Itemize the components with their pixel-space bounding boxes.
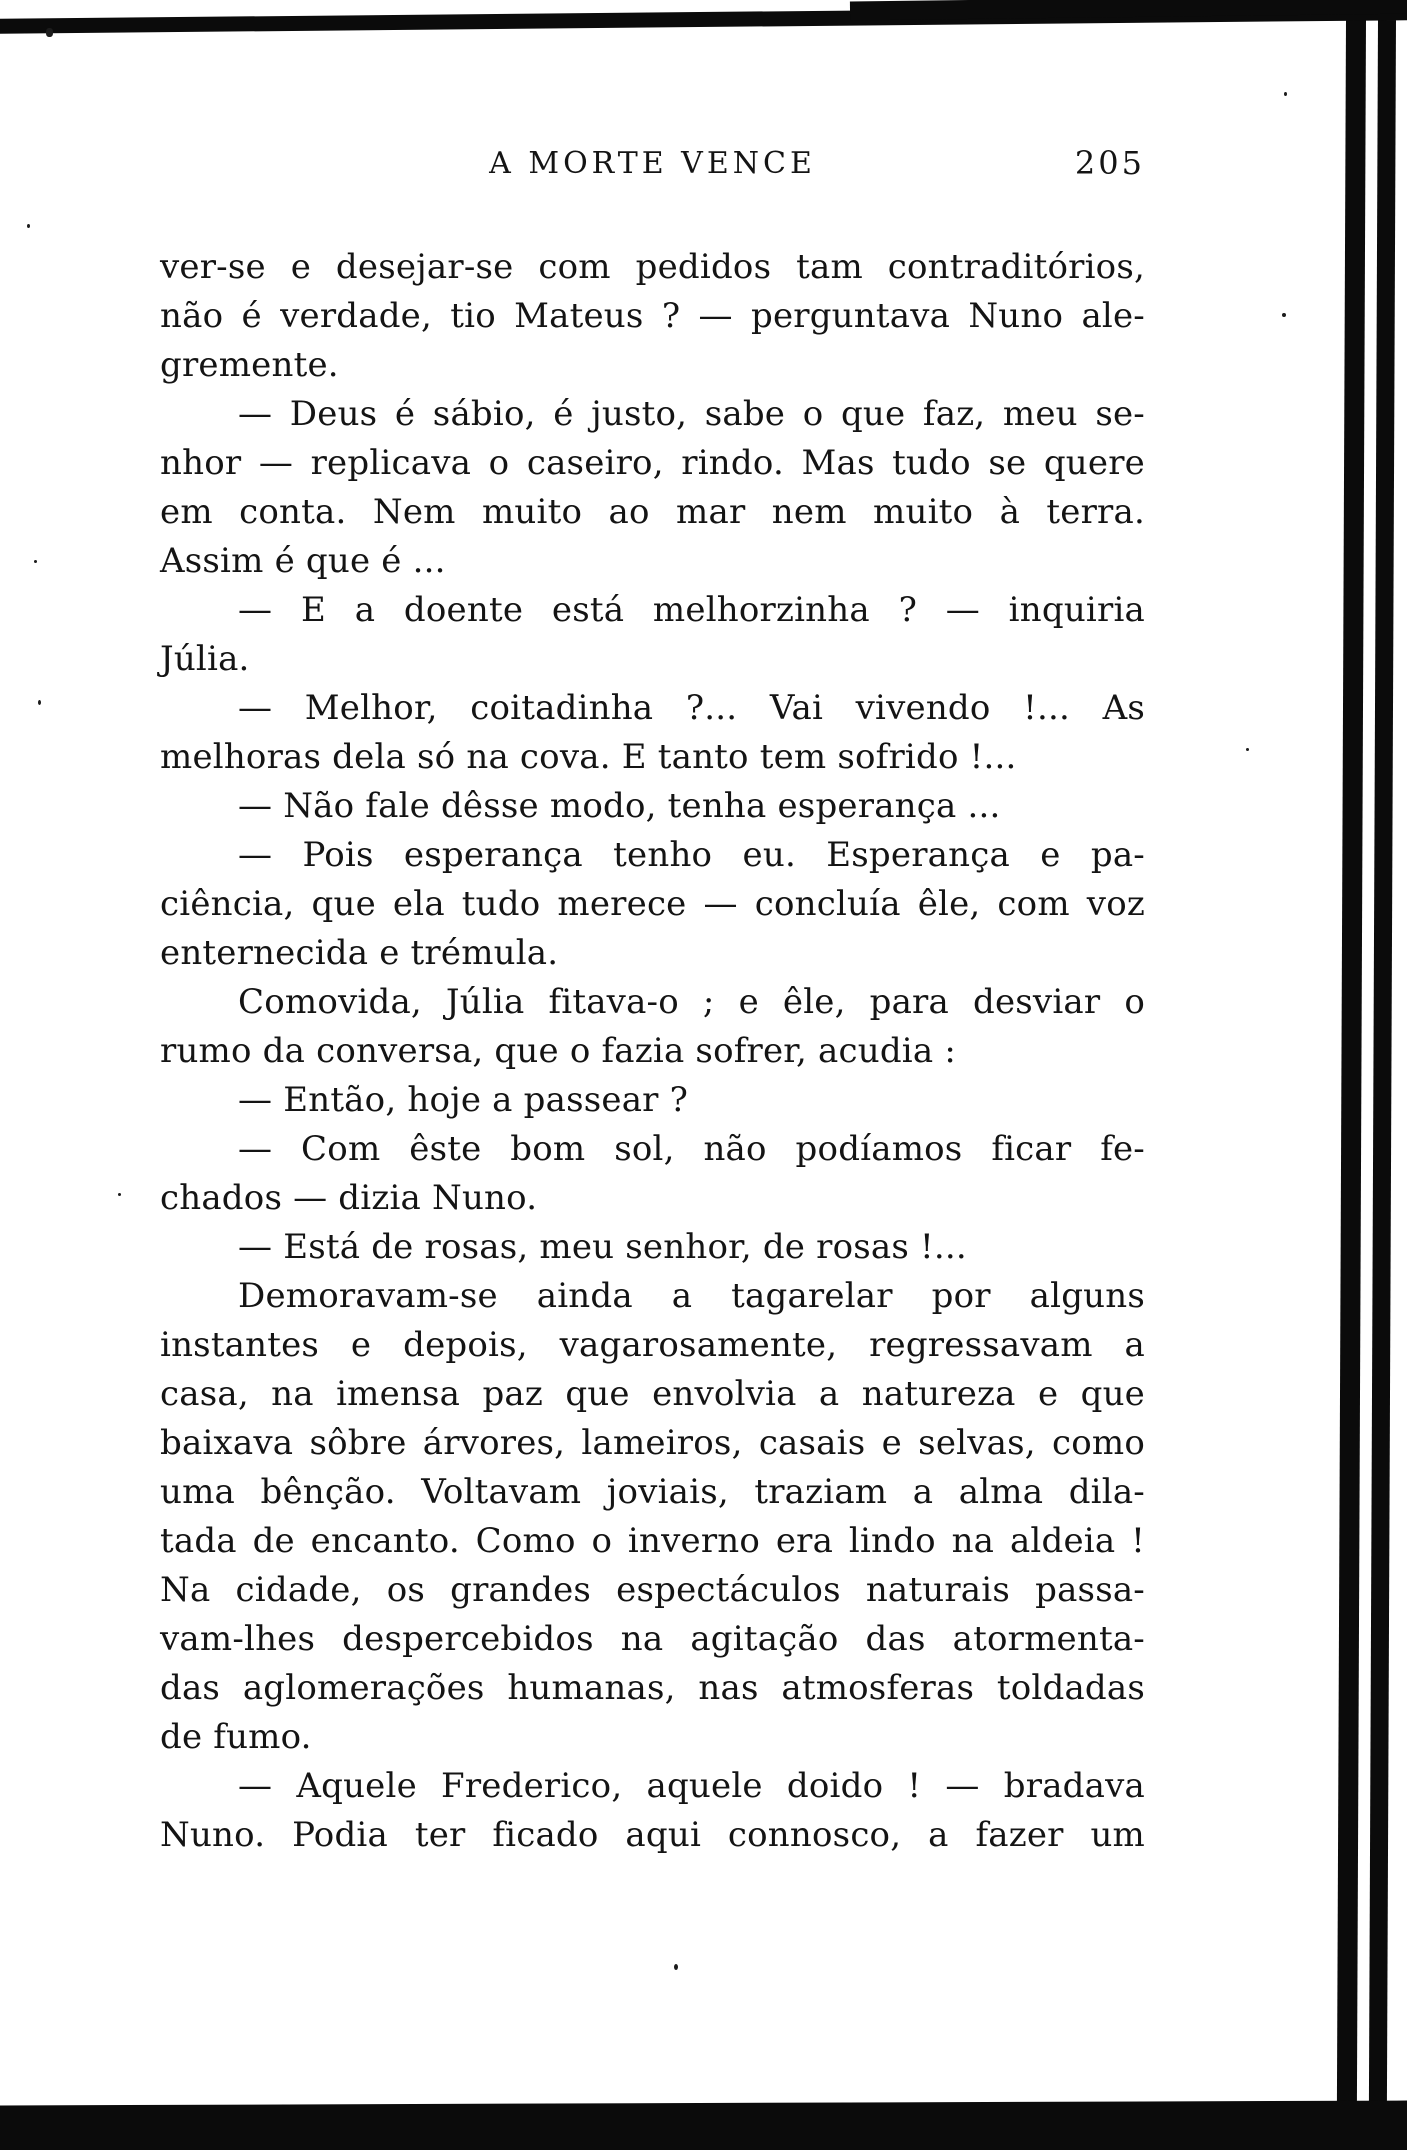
page-body xyxy=(160,243,1145,1860)
text-line: Júlia. xyxy=(160,639,250,679)
scan-speck xyxy=(674,1964,678,1970)
text-line: Na cidade, os grandes espectáculos naturais passa- xyxy=(160,1570,1145,1610)
text-line: baixava sôbre árvores, lameiros, casais e selvas, como xyxy=(160,1423,1145,1463)
text-line: — E a doente está melhorzinha ? — inquiria xyxy=(238,590,1145,630)
scan-edge-bottom xyxy=(0,2101,1407,2150)
text-line: vam-lhes despercebidos na agitação das atormenta- xyxy=(160,1619,1145,1659)
text-line: — Não fale dêsse modo, tenha esperança ... xyxy=(238,786,1001,826)
text-line: uma bênção. Voltavam joviais, traziam a alma dila- xyxy=(160,1472,1145,1512)
scan-binding-band-outer xyxy=(1337,20,1366,2150)
scan-binding-band-inner xyxy=(1369,20,1396,2150)
text-line: de fumo. xyxy=(160,1717,312,1757)
text-line: tada de encanto. Como o inverno era lindo na aldeia ! xyxy=(160,1521,1145,1561)
text-line: — Melhor, coitadinha ?... Vai vivendo !... As xyxy=(238,688,1145,728)
text-line: enternecida e trémula. xyxy=(160,933,559,973)
text-line: — Está de rosas, meu senhor, de rosas !... xyxy=(238,1227,967,1267)
scan-speck xyxy=(38,700,41,705)
scan-speck xyxy=(46,28,53,37)
text-line: Nuno. Podia ter ficado aqui connosco, a fazer um xyxy=(160,1815,1145,1855)
text-line: Assim é que é ... xyxy=(160,541,446,581)
scan-speck xyxy=(1282,313,1286,317)
scan-speck xyxy=(34,560,37,563)
scan-speck xyxy=(118,1193,121,1196)
text-line: melhoras dela só na cova. E tanto tem sofrido !... xyxy=(160,737,1017,777)
running-title: A MORTE VENCE xyxy=(489,146,816,181)
text-line: ciência, que ela tudo merece — concluía êle, com voz xyxy=(160,884,1145,924)
text-line: — Aquele Frederico, aquele doido ! — bradava xyxy=(238,1766,1145,1806)
text-line: — Pois esperança tenho eu. Esperança e pa- xyxy=(238,835,1145,875)
page-header xyxy=(160,146,1145,186)
text-line: casa, na imensa paz que envolvia a natureza e que xyxy=(160,1374,1145,1414)
text-line: ver-se e desejar-se com pedidos tam contraditórios, xyxy=(160,247,1145,287)
text-line: Comovida, Júlia fitava-o ; e êle, para desviar o xyxy=(238,982,1145,1022)
text-line: — Então, hoje a passear ? xyxy=(238,1080,689,1120)
text-line: chados — dizia Nuno. xyxy=(160,1178,538,1218)
text-line: rumo da conversa, que o fazia sofrer, acudia : xyxy=(160,1031,957,1071)
page-number: 205 xyxy=(1074,144,1145,182)
text-line: nhor — replicava o caseiro, rindo. Mas tudo se quere xyxy=(160,443,1145,483)
text-line: — Com êste bom sol, não podíamos ficar fe- xyxy=(238,1129,1145,1169)
text-line: — Deus é sábio, é justo, sabe o que faz, meu se- xyxy=(238,394,1145,434)
text-line: das aglomerações humanas, nas atmosferas toldadas xyxy=(160,1668,1145,1708)
scan-speck xyxy=(1246,748,1249,751)
text-line: gremente. xyxy=(160,345,339,385)
text-line: Demoravam-se ainda a tagarelar por alguns xyxy=(238,1276,1145,1316)
text-line: em conta. Nem muito ao mar nem muito à terra. xyxy=(160,492,1145,532)
scan-speck xyxy=(27,224,30,228)
text-line: instantes e depois, vagarosamente, regressavam a xyxy=(160,1325,1145,1365)
scan-speck xyxy=(1284,92,1287,96)
text-line: não é verdade, tio Mateus ? — perguntava Nuno ale- xyxy=(160,296,1145,336)
